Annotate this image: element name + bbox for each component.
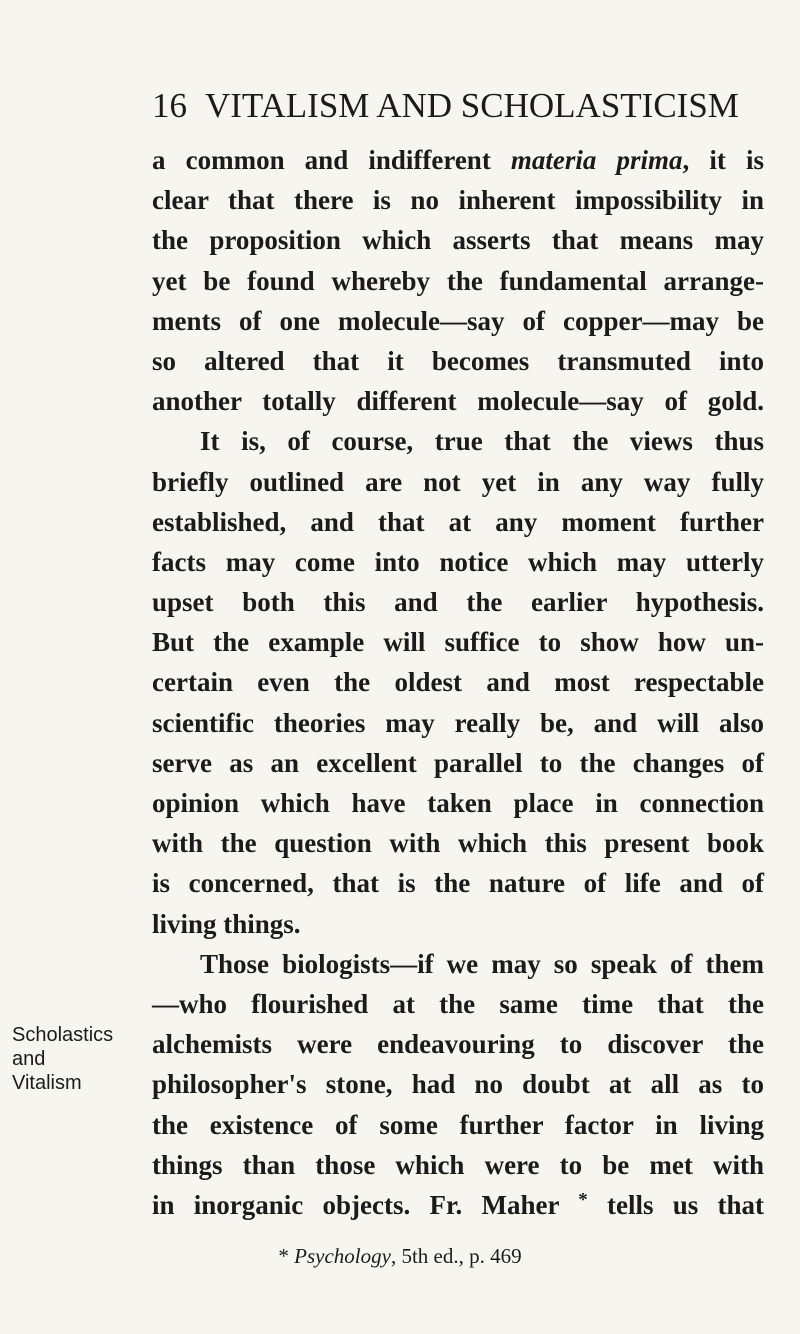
text-line: opinion which have taken place in connection [152, 788, 764, 818]
margin-note-line: and [12, 1048, 46, 1070]
text-line: —who flourished at the same time that the [152, 988, 764, 1019]
text-line: ments of one molecule—say of copper—may be [152, 305, 764, 336]
line-segment: tells us that [587, 1189, 764, 1220]
text-line: living things. [152, 908, 301, 939]
text-line: serve as an excellent parallel to the changes of [152, 747, 764, 778]
footnote-reference: * [578, 1189, 588, 1211]
text-line: another totally different molecule—say of gold. [152, 386, 764, 417]
text-line: with the question with which this present book [152, 828, 764, 859]
text-line: scientific theories may really be, and will also [152, 707, 764, 738]
text-line: is concerned, that is the nature of life and of [152, 868, 764, 899]
footnote-rest: , 5th ed., p. 469 [390, 1244, 522, 1268]
line-segment: , it is [682, 145, 764, 175]
line-segment: in inorganic objects. Fr. Maher [152, 1189, 579, 1220]
page-number: 16 [152, 86, 187, 125]
text-line: briefly outlined are not yet in any way fully [152, 466, 764, 497]
margin-note [12, 1023, 132, 1095]
text-line: so altered that it becomes transmuted into [152, 345, 764, 376]
footnote-title: Psychology [294, 1244, 391, 1268]
body-text [152, 140, 764, 1225]
text-line: the proposition which asserts that means may [152, 225, 764, 256]
text-line: yet be found whereby the fundamental arrange- [152, 265, 764, 296]
footnote [0, 1243, 800, 1269]
margin-note-line: Vitalism [12, 1072, 82, 1094]
line-segment: a common and indifferent [152, 145, 511, 175]
footnote-marker: * [278, 1244, 289, 1268]
text-line: Those biologists—if we may so speak of them [200, 948, 764, 979]
text-line: It is, of course, true that the views thus [200, 426, 764, 457]
running-header [152, 86, 772, 126]
text-line [152, 140, 764, 180]
margin-note-line: Scholastics [12, 1024, 114, 1046]
text-line: things than those which were to be met with [152, 1149, 764, 1180]
text-line: philosopher's stone, had no doubt at all as to [152, 1069, 764, 1100]
text-line: facts may come into notice which may utterly [152, 546, 764, 577]
text-line: established, and that at any moment further [152, 506, 764, 537]
text-line: But the example will suffice to show how un- [152, 627, 764, 658]
text-line: alchemists were endeavouring to discover the [152, 1029, 764, 1060]
italic-term: materia prima [510, 145, 683, 175]
running-title: VITALISM AND SCHOLASTICISM [205, 86, 739, 125]
text-line [152, 1185, 764, 1225]
text-line: the existence of some further factor in living [152, 1109, 764, 1140]
text-line: certain even the oldest and most respectable [152, 667, 764, 698]
text-line: upset both this and the earlier hypothesis. [152, 587, 764, 618]
text-line: clear that there is no inherent impossibility in [152, 185, 764, 216]
